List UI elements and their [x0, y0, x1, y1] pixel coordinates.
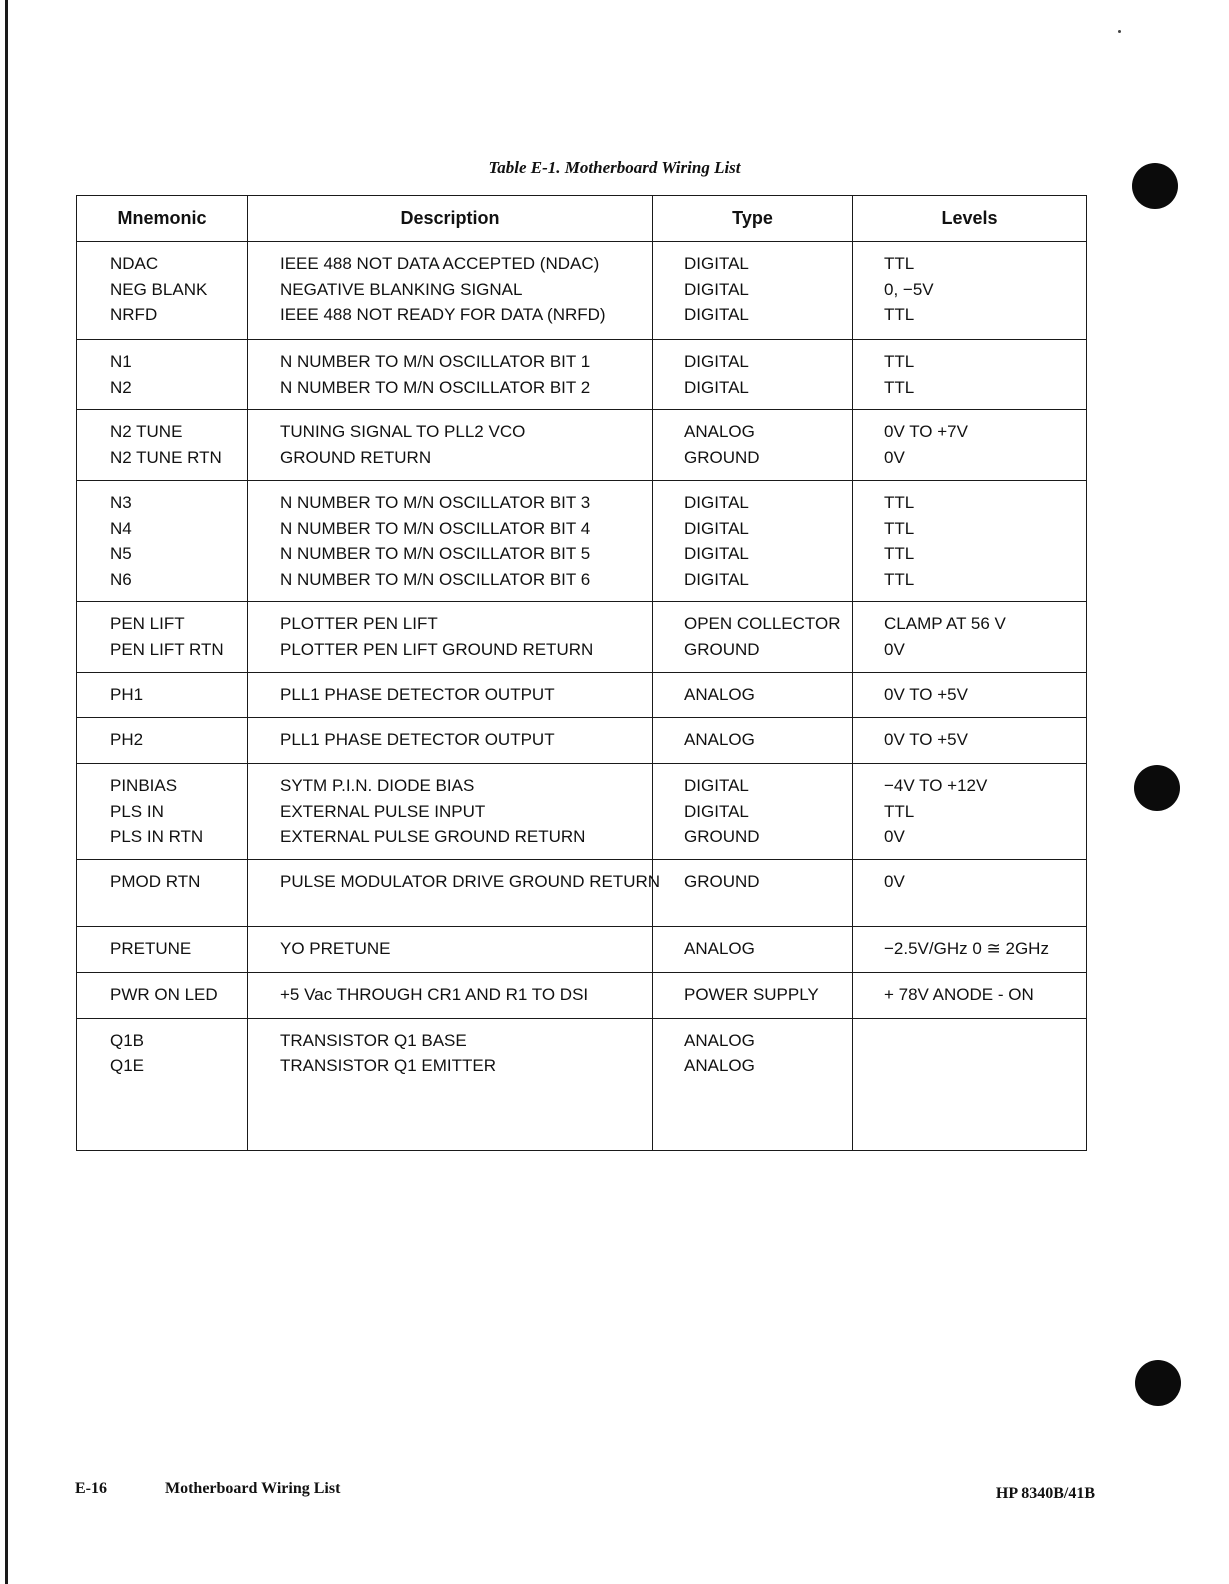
type-line: DIGITAL	[684, 569, 749, 589]
cell-description	[248, 926, 653, 972]
table-row	[77, 972, 1087, 1018]
description-line: N NUMBER TO M/N OSCILLATOR BIT 4	[280, 518, 591, 538]
levels-line: TTL	[884, 254, 915, 273]
description-line: TRANSISTOR Q1 BASE	[280, 1030, 467, 1050]
mnemonic-line: N4	[110, 518, 132, 538]
cell-type	[653, 602, 853, 673]
table-row	[77, 340, 1087, 410]
levels-line: 0, −5V	[884, 279, 934, 299]
description-line: +5 Vac THROUGH CR1 AND R1 TO DSI	[280, 984, 589, 1004]
description-line: TUNING SIGNAL TO PLL2 VCO	[280, 422, 526, 441]
type-line: GROUND	[684, 447, 760, 467]
cell-mnemonic	[77, 972, 248, 1018]
cell-description	[248, 859, 661, 926]
type-line: DIGITAL	[684, 776, 749, 795]
cell-levels	[853, 972, 1087, 1018]
table-row	[77, 242, 1087, 340]
description-line: PLOTTER PEN LIFT GROUND RETURN	[280, 639, 594, 659]
table-body	[77, 242, 1087, 1151]
footer-section-title: Motherboard Wiring List	[165, 1480, 341, 1497]
header-description: Description	[248, 196, 653, 242]
description-line: N NUMBER TO M/N OSCILLATOR BIT 5	[280, 544, 591, 563]
type-line: ANALOG	[684, 422, 755, 441]
mnemonic-line: PLS IN	[110, 801, 164, 821]
table-row	[77, 764, 1087, 860]
levels-line: 0V TO +7V	[884, 422, 968, 441]
table-header-row	[77, 196, 1087, 242]
cell-type	[653, 718, 853, 764]
type-line: DIGITAL	[684, 305, 749, 324]
cell-mnemonic	[77, 602, 248, 673]
description-line: N NUMBER TO M/N OSCILLATOR BIT 3	[280, 493, 591, 512]
cell-mnemonic	[77, 481, 248, 602]
cell-mnemonic	[77, 859, 248, 926]
levels-line: TTL	[884, 493, 915, 512]
description-line: IEEE 488 NOT DATA ACCEPTED (NDAC)	[280, 254, 600, 273]
type-line: DIGITAL	[684, 377, 749, 397]
cell-mnemonic	[77, 673, 248, 718]
punch-hole-bottom	[1135, 1360, 1181, 1406]
description-line: TRANSISTOR Q1 EMITTER	[280, 1056, 496, 1075]
cell-type	[653, 859, 853, 926]
cell-description	[248, 972, 653, 1018]
cell-levels	[853, 410, 1087, 481]
mnemonic-line: NDAC	[110, 254, 159, 273]
page-binding-line	[5, 0, 8, 1584]
cell-levels	[853, 926, 1087, 972]
type-line: DIGITAL	[684, 801, 749, 821]
description-line: N NUMBER TO M/N OSCILLATOR BIT 6	[280, 569, 591, 589]
cell-description	[248, 673, 653, 718]
description-line: PLL1 PHASE DETECTOR OUTPUT	[280, 730, 555, 749]
mnemonic-line: N3	[110, 493, 132, 512]
type-line: OPEN COLLECTOR	[684, 614, 841, 633]
levels-line: 0V TO +5V	[884, 730, 968, 749]
scan-speck	[1118, 30, 1121, 33]
description-line: EXTERNAL PULSE GROUND RETURN	[280, 827, 586, 846]
type-line: POWER SUPPLY	[684, 984, 819, 1004]
levels-line: TTL	[884, 544, 915, 563]
levels-line: TTL	[884, 801, 915, 821]
table-row	[77, 481, 1087, 602]
type-line: DIGITAL	[684, 254, 749, 273]
mnemonic-line: PH2	[110, 730, 144, 749]
levels-line: TTL	[884, 518, 915, 538]
mnemonic-line: PRETUNE	[110, 938, 192, 958]
table-row	[77, 926, 1087, 972]
levels-line: 0V	[884, 639, 905, 659]
mnemonic-line: PWR ON LED	[110, 984, 218, 1004]
cell-mnemonic	[77, 764, 248, 860]
type-line: ANALOG	[684, 685, 755, 704]
mnemonic-line: N6	[110, 569, 132, 589]
cell-description	[248, 1018, 653, 1150]
type-line: GROUND	[684, 827, 760, 846]
table-row	[77, 859, 1087, 926]
type-line: DIGITAL	[684, 544, 749, 563]
mnemonic-line: PLS IN RTN	[110, 827, 204, 846]
cell-type	[653, 1018, 853, 1150]
header-mnemonic: Mnemonic	[77, 196, 248, 242]
type-line: ANALOG	[684, 1056, 755, 1075]
cell-type	[653, 926, 853, 972]
cell-levels	[853, 602, 1087, 673]
table-row	[77, 673, 1087, 718]
type-line: ANALOG	[684, 938, 755, 958]
mnemonic-line: NRFD	[110, 305, 158, 324]
description-line: PLOTTER PEN LIFT	[280, 614, 438, 633]
header-type: Type	[653, 196, 853, 242]
levels-line: CLAMP AT 56 V	[884, 614, 1006, 633]
type-line: DIGITAL	[684, 493, 749, 512]
table-row	[77, 602, 1087, 673]
mnemonic-line: N2 TUNE	[110, 422, 183, 441]
description-line: N NUMBER TO M/N OSCILLATOR BIT 1	[280, 352, 591, 371]
cell-type	[653, 410, 853, 481]
table-row	[77, 718, 1087, 764]
mnemonic-line: PEN LIFT RTN	[110, 639, 224, 659]
cell-description	[248, 410, 653, 481]
cell-mnemonic	[77, 1018, 248, 1150]
cell-description	[248, 481, 653, 602]
levels-line: 0V	[884, 447, 905, 467]
cell-mnemonic	[77, 242, 248, 340]
description-line: GROUND RETURN	[280, 447, 432, 467]
type-line: DIGITAL	[684, 518, 749, 538]
levels-line: 0V	[884, 827, 905, 846]
footer-page-code: E-16	[75, 1480, 107, 1497]
cell-description	[248, 242, 653, 340]
mnemonic-line: PINBIAS	[110, 776, 178, 795]
cell-levels	[853, 859, 1087, 926]
type-line: GROUND	[684, 871, 760, 891]
cell-levels	[853, 242, 1087, 340]
mnemonic-line: N1	[110, 352, 132, 371]
mnemonic-line: NEG BLANK	[110, 279, 208, 299]
levels-line: 0V TO +5V	[884, 685, 968, 704]
cell-type	[653, 242, 853, 340]
table-caption: Table E-1. Motherboard Wiring List	[488, 158, 741, 177]
cell-description	[248, 340, 653, 410]
description-line: N NUMBER TO M/N OSCILLATOR BIT 2	[280, 377, 591, 397]
mnemonic-line: PMOD RTN	[110, 871, 201, 891]
description-line: NEGATIVE BLANKING SIGNAL	[280, 279, 523, 299]
cell-mnemonic	[77, 718, 248, 764]
mnemonic-line: N5	[110, 544, 132, 563]
punch-hole-middle	[1134, 765, 1180, 811]
cell-levels	[853, 718, 1087, 764]
cell-levels	[853, 673, 1087, 718]
cell-levels	[853, 481, 1087, 602]
levels-line: TTL	[884, 305, 915, 324]
type-line: ANALOG	[684, 730, 755, 749]
type-line: GROUND	[684, 639, 760, 659]
levels-line: + 78V ANODE - ON	[884, 984, 1034, 1004]
levels-line: −4V TO +12V	[884, 776, 988, 795]
type-line: DIGITAL	[684, 352, 749, 371]
description-line: PULSE MODULATOR DRIVE GROUND RETURN	[280, 871, 661, 891]
cell-description	[248, 764, 653, 860]
cell-type	[653, 673, 853, 718]
levels-line: TTL	[884, 569, 915, 589]
footer-model: HP 8340B/41B	[995, 1485, 1095, 1502]
cell-mnemonic	[77, 410, 248, 481]
wiring-table	[76, 195, 1087, 1151]
mnemonic-line: Q1B	[110, 1030, 145, 1050]
mnemonic-line: PH1	[110, 685, 144, 704]
type-line: ANALOG	[684, 1030, 755, 1050]
levels-line: −2.5V/GHz 0 ≅ 2GHz	[884, 938, 1049, 958]
levels-line: 0V	[884, 871, 905, 891]
description-line: IEEE 488 NOT READY FOR DATA (NRFD)	[280, 305, 606, 324]
description-line: SYTM P.I.N. DIODE BIAS	[280, 776, 475, 795]
mnemonic-line: N2 TUNE RTN	[110, 447, 222, 467]
type-line: DIGITAL	[684, 279, 749, 299]
cell-levels	[853, 764, 1087, 860]
cell-type	[653, 340, 853, 410]
mnemonic-line: N2	[110, 377, 132, 397]
cell-type	[653, 972, 853, 1018]
cell-levels	[853, 340, 1087, 410]
cell-description	[248, 718, 653, 764]
cell-description	[248, 602, 653, 673]
cell-levels	[853, 1018, 1087, 1150]
description-line: YO PRETUNE	[280, 938, 391, 958]
mnemonic-line: Q1E	[110, 1056, 145, 1075]
levels-line: TTL	[884, 352, 915, 371]
table-row	[77, 1018, 1087, 1150]
description-line: PLL1 PHASE DETECTOR OUTPUT	[280, 685, 555, 704]
header-levels: Levels	[853, 196, 1087, 242]
cell-mnemonic	[77, 340, 248, 410]
table-row	[77, 410, 1087, 481]
cell-mnemonic	[77, 926, 248, 972]
levels-line: TTL	[884, 377, 915, 397]
description-line: EXTERNAL PULSE INPUT	[280, 801, 486, 821]
cell-type	[653, 764, 853, 860]
cell-type	[653, 481, 853, 602]
mnemonic-line: PEN LIFT	[110, 614, 185, 633]
